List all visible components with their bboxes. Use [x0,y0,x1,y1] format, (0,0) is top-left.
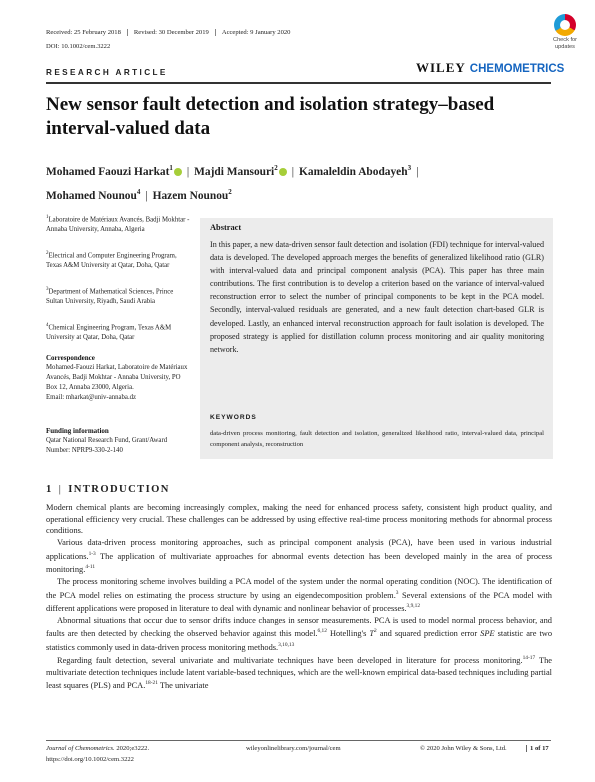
abstract-text: In this paper, a new data-driven sensor fault detection and isolation (FDI) technique for interval-valued data is developed. The developed approach merges the benefits of generalized likelihood ratio (GLR) with interval-valued data and principal component analysis (PCA). This paper has three main contributions. The first contribution is to develop a criterion based on the variance of interval-valued reconstruction error to select the number of principal components to be kept in the PCA model. Secondly, interval-valued residuals are generated, and a new fault detection chart-based GLR is developed. Lastly, an enhanced interval reconstruction approach for fault isolation is developed. The proposed strategy is applied for distillation column process monitoring and air quality monitoring network. [210,240,544,354]
header-rule [46,82,551,84]
abstract-heading: Abstract [210,223,242,232]
orcid-icon[interactable] [279,168,287,176]
author[interactable]: Majdi Mansouri$^2$ [194,166,287,178]
author-list: Mohamed Faouzi Harkat$^1$ | Majdi Mansouri$^2$ | Kamaleldin Abodayeh$^3$ | Mohamed Nounou$^4$ | Hazem Nounou$^2$ [46,164,419,202]
paragraph: Various data-driven process monitoring approaches, such as principal component analysis (PCA), have been used in various industrial applications.$^{1-3}$ The application of multivariate approaches for abnormal events detection has been developed mainly in the area of process monitoring.$^{4-11}$ [46,538,552,575]
funding-text: Qatar National Research Fund, Grant/Award Number: NPRP9-330-2-140 [46,437,168,454]
paragraph: Abnormal situations that occur due to sensor drifts induce changes in sensor measurements. PCA is used to model normal process behavior, and faults are then detected by checking the observed behavior against this model.$^{6,12}$ Hotelling's $T^2$ and squared prediction error SPE statistic are two statistics commonly used in data-driven process monitoring methods.$^{3,10,13}$ [46,615,553,652]
accepted-date: Accepted: 9 January 2020 [221,29,291,36]
article-type: RESEARCH ARTICLE [46,68,168,77]
doi[interactable]: DOI: 10.1002/cem.3222 [46,43,111,50]
correspondence-email[interactable]: Email: mharkat@univ-annaba.dz [46,394,137,401]
orcid-icon[interactable] [174,168,182,176]
footer-rule [46,740,551,741]
correspondence [46,353,191,403]
check-for-updates-badge[interactable] [545,14,585,56]
correspondence-heading: Correspondence [46,354,95,362]
crossmark-icon [554,14,576,36]
paragraph: Modern chemical plants are becoming increasingly complex, making the need for enhanced process safety, consistent high product quality, and operational efficiency very crucial. These challenges can be addressed by using effective real-time process monitoring methods for abnormal process conditions. [46,503,552,536]
abstract-box [200,218,553,459]
journal-logo [416,60,564,76]
updates-label: updates [555,44,575,50]
affiliation: $^4$Chemical Engineering Program, Texas A&M University at Qatar, Doha, Qatar [46,323,172,342]
author[interactable]: Mohamed Faouzi Harkat$^1$ [46,166,182,178]
section-heading: 1 | INTRODUCTION [46,484,170,495]
footer-copyright: © 2020 John Wiley & Sons, Ltd. [420,745,507,752]
keywords: data-driven process monitoring, fault detection and isolation, generalized likelihood ratio, interval-valued data, principal component analysis, reconstruction [210,430,544,448]
revised-date: Revised: 30 December 2019 [133,29,209,36]
received-date: Received: 25 February 2018 [46,29,121,36]
correspondence-text: Mohamed-Faouzi Harkat, Laboratoire de Matériaux Avancés, Badji Mokhtar - Annaba University, PO Box 12, Annaba 23000, Algeria. [46,364,188,391]
publisher-name: WILEY [416,60,466,75]
paragraph: The process monitoring scheme involves building a PCA model of the system under the normal operating condition (NOC). The identification of the PCA model relies on estimating the process structure by using an eigendecomposition problem.$^3$ Several extensions of the PCA model with different applications were proposed in literature to deal with dynamic and nonlinear behavior of processes.$^{3,9,12}$ [46,576,552,613]
journal-name: CHEMOMETRICS [469,63,565,75]
affiliation: $^2$Electrical and Computer Engineering Program, Texas A&M University at Qatar, Doha, Qatar [46,251,177,270]
check-for-label: Check for [553,37,577,43]
funding [46,426,191,456]
affiliation: $^1$Laboratoire de Matériaux Avancés, Badji Mokhtar - Annaba University, Annaba, Algeria [46,215,190,234]
footer-site-link[interactable]: wileyonlinelibrary.com/journal/cem [246,745,341,752]
footer-citation: Journal of Chemometrics. 2020;e3222. [46,745,150,752]
affiliation: $^3$Department of Mathematical Sciences, Prince Sultan University, Riyadh, Saudi Arabia [46,287,174,306]
article-title: New sensor fault detection and isolation strategy–based interval-valued data [46,94,495,139]
author[interactable]: Hazem Nounou$^2$ [152,187,232,202]
keywords-heading: KEYWORDS [210,414,257,421]
author[interactable]: Kamaleldin Abodayeh$^3$ [299,164,412,178]
funding-heading: Funding information [46,427,109,435]
article-dates [46,29,290,36]
introduction-body [46,502,552,692]
paragraph: Regarding fault detection, several univariate and multivariate techniques have been developed in literature for process monitoring.$^{14-17}$ The multivariate detection techniques include latent variable-based techniques, which are the well-known empirical data-based techniques including partial least squares (PLS) and PCA.$^{18-21}$ The univariate [46,655,553,691]
footer-doi-link[interactable]: https://doi.org/10.1002/cem.3222 [46,756,134,763]
author[interactable]: Mohamed Nounou$^4$ [46,187,141,202]
page-number: 1 of 17 [526,745,549,752]
